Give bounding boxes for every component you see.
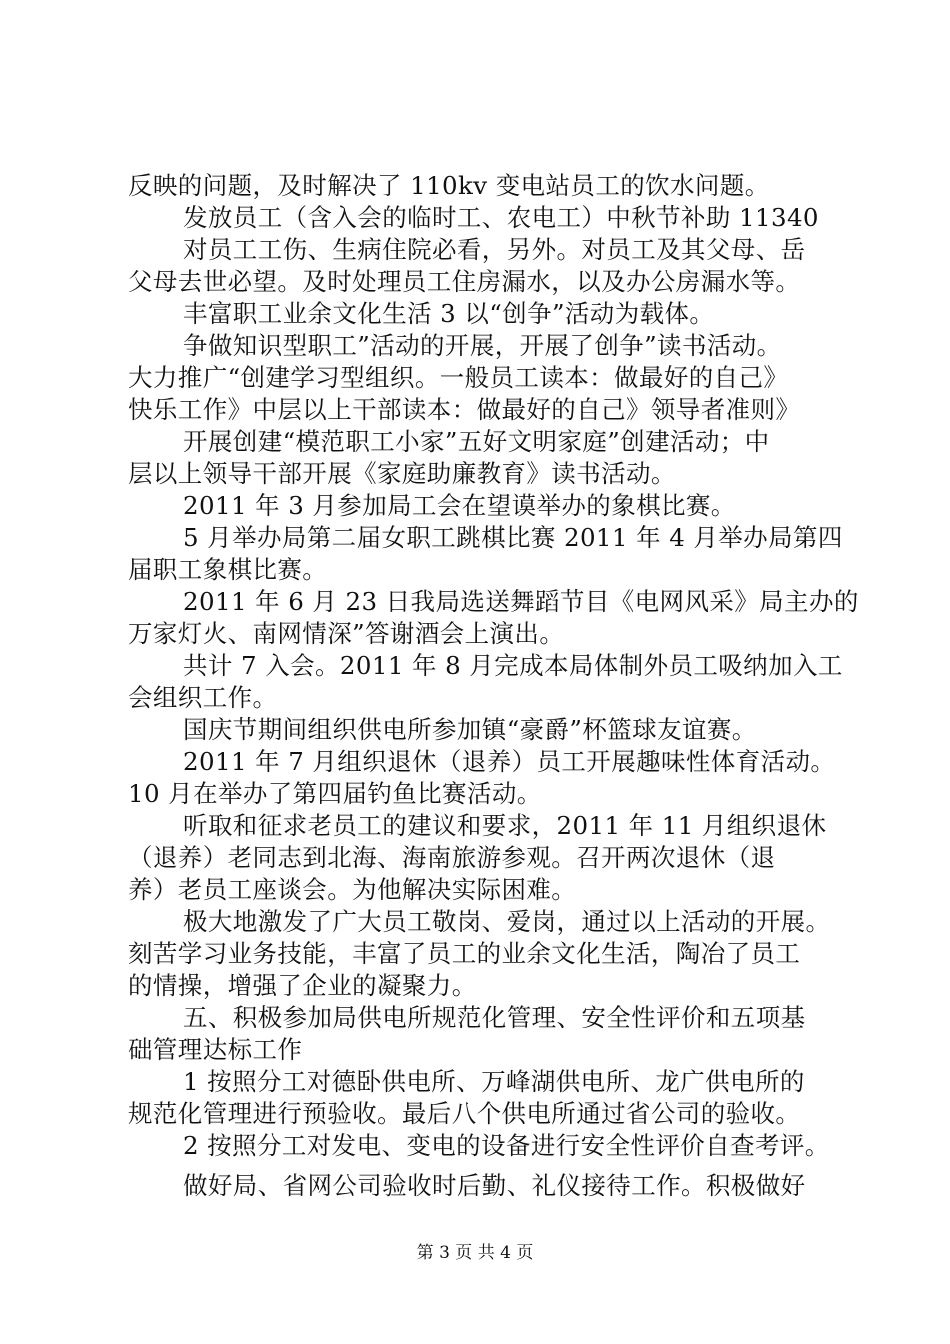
text-line: 的情操，增强了企业的凝聚力。 bbox=[128, 971, 477, 1000]
text-line: 做好局、省网公司验收时后勤、礼仪接待工作。积极做好 bbox=[183, 1171, 806, 1200]
text-line: 届职工象棋比赛。 bbox=[128, 555, 328, 584]
text-line: 快乐工作》中层以上干部读本：做最好的自己》领导者准则》 bbox=[128, 395, 801, 424]
section-heading: 五、积极参加局供电所规范化管理、安全性评价和五项基 bbox=[183, 1003, 806, 1032]
text-line: 共计 7 入会。2011 年 8 月完成本局体制外员工吸纳加入工 bbox=[183, 651, 843, 680]
text-line: 2 按照分工对发电、变电的设备进行安全性评价自查考评。 bbox=[183, 1131, 830, 1160]
text-line: 5 月举办局第二届女职工跳棋比赛 2011 年 4 月举办局第四 bbox=[183, 523, 843, 552]
text-line: 1 按照分工对德卧供电所、万峰湖供电所、龙广供电所的 bbox=[183, 1067, 805, 1096]
text-line: 2011 年 3 月参加局工会在望谟举办的象棋比赛。 bbox=[183, 491, 736, 520]
text-line: 极大地激发了广大员工敬岗、爱岗，通过以上活动的开展。 bbox=[183, 907, 831, 936]
text-line: 规范化管理进行预验收。最后八个供电所通过省公司的验收。 bbox=[128, 1099, 801, 1128]
text-line: 听取和征求老员工的建议和要求，2011 年 11 月组织退休 bbox=[183, 811, 827, 840]
text-line: 反映的问题，及时解决了 110kv 变电站员工的饮水问题。 bbox=[128, 171, 770, 200]
text-line: 会组织工作。 bbox=[128, 683, 278, 712]
text-line: 争做知识型职工”活动的开展，开展了创争”读书活动。 bbox=[183, 331, 782, 360]
text-line: 刻苦学习业务技能，丰富了员工的业余文化生活，陶冶了员工 bbox=[128, 939, 801, 968]
text-line: 丰富职工业余文化生活 3 以“创争”活动为载体。 bbox=[183, 299, 715, 328]
text-line: 10 月在举办了第四届钓鱼比赛活动。 bbox=[128, 779, 542, 808]
page-number-footer: 第 3 页 共 4 页 bbox=[416, 1243, 534, 1263]
text-line: 对员工工伤、生病住院必看，另外。对员工及其父母、岳 bbox=[183, 235, 806, 264]
text-line: 国庆节期间组织供电所参加镇“豪爵”杯篮球友谊赛。 bbox=[183, 715, 757, 744]
text-line: （退养）老同志到北海、海南旅游参观。召开两次退休（退 bbox=[128, 843, 776, 872]
text-line: 2011 年 6 月 23 日我局选送舞蹈节目《电网风采》局主办的 bbox=[183, 587, 859, 616]
text-line: 大力推广“创建学习型组织。一般员工读本：做最好的自己》 bbox=[128, 363, 789, 392]
text-line: 养）老员工座谈会。为他解决实际困难。 bbox=[128, 875, 577, 904]
section-heading: 础管理达标工作 bbox=[128, 1035, 303, 1064]
text-line: 层以上领导干部开展《家庭助廉教育》读书活动。 bbox=[128, 459, 676, 488]
text-line: 发放员工（含入会的临时工、农电工）中秋节补助 11340 bbox=[183, 203, 819, 232]
text-line: 2011 年 7 月组织退休（退养）员工开展趣味性体育活动。 bbox=[183, 747, 836, 776]
text-line: 万家灯火、南网情深”答谢酒会上演出。 bbox=[128, 619, 565, 648]
text-line: 开展创建“模范职工小家”五好文明家庭”创建活动；中 bbox=[183, 427, 770, 456]
text-line: 父母去世必望。及时处理员工住房漏水，以及办公房漏水等。 bbox=[128, 267, 801, 296]
